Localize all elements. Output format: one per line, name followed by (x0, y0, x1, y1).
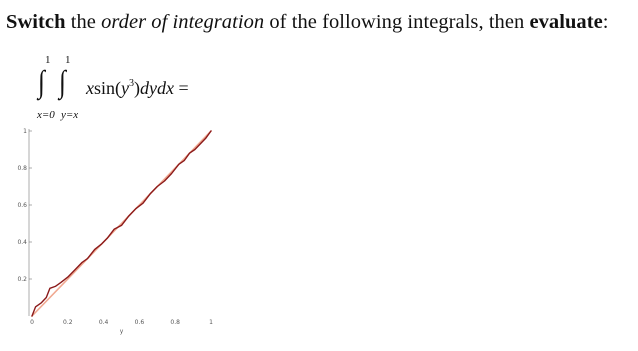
outer-integral-sign: ∫ (38, 65, 45, 100)
x-tick-label: 0.6 (134, 319, 145, 326)
x-tick-label: 0 (30, 319, 34, 326)
y-tick-label: 0.6 (17, 202, 27, 209)
prompt-text-2: of the following integrals, then (264, 11, 530, 33)
integrand-y: y (121, 78, 129, 98)
plot-series (32, 131, 211, 316)
x-tick-label: 0.4 (98, 319, 109, 326)
inner-upper-limit: 1 (65, 54, 71, 66)
x-tick-label: 0.8 (170, 319, 180, 326)
prompt-emphasis: order of integration (101, 11, 265, 33)
prompt-text-1: the (65, 11, 102, 33)
y-tick-label: 1 (23, 128, 27, 135)
prompt-colon: : (602, 11, 609, 33)
series-line-1 (32, 131, 211, 316)
x-tick-label: 0.2 (63, 319, 73, 326)
inner-integral-sign: ∫ (59, 65, 66, 100)
outer-upper-limit: 1 (45, 54, 51, 66)
y-tick-label: 0.8 (17, 165, 27, 172)
inner-lower-limit: y=x (61, 109, 79, 121)
y-tick-label: 0.4 (17, 239, 27, 246)
double-integral-formula (0, 0, 638, 130)
keyword-switch: Switch (6, 11, 66, 33)
line-plot (0, 120, 638, 351)
integrand-differentials: dydx (140, 78, 174, 98)
integrand-exponent: 3 (129, 78, 134, 89)
keyword-evaluate: evaluate (529, 11, 603, 33)
y-tick-label: 0.2 (17, 276, 27, 283)
x-tick-label: 1 (209, 319, 213, 326)
integrand-sin: sin( (94, 78, 121, 98)
outer-lower-limit: x=0 (37, 109, 55, 121)
integrand (86, 78, 189, 99)
integrand-close-paren: ) (134, 78, 140, 98)
equals-sign: = (173, 78, 189, 98)
x-axis-label: y (119, 328, 124, 335)
integrand-x: x (86, 78, 94, 98)
